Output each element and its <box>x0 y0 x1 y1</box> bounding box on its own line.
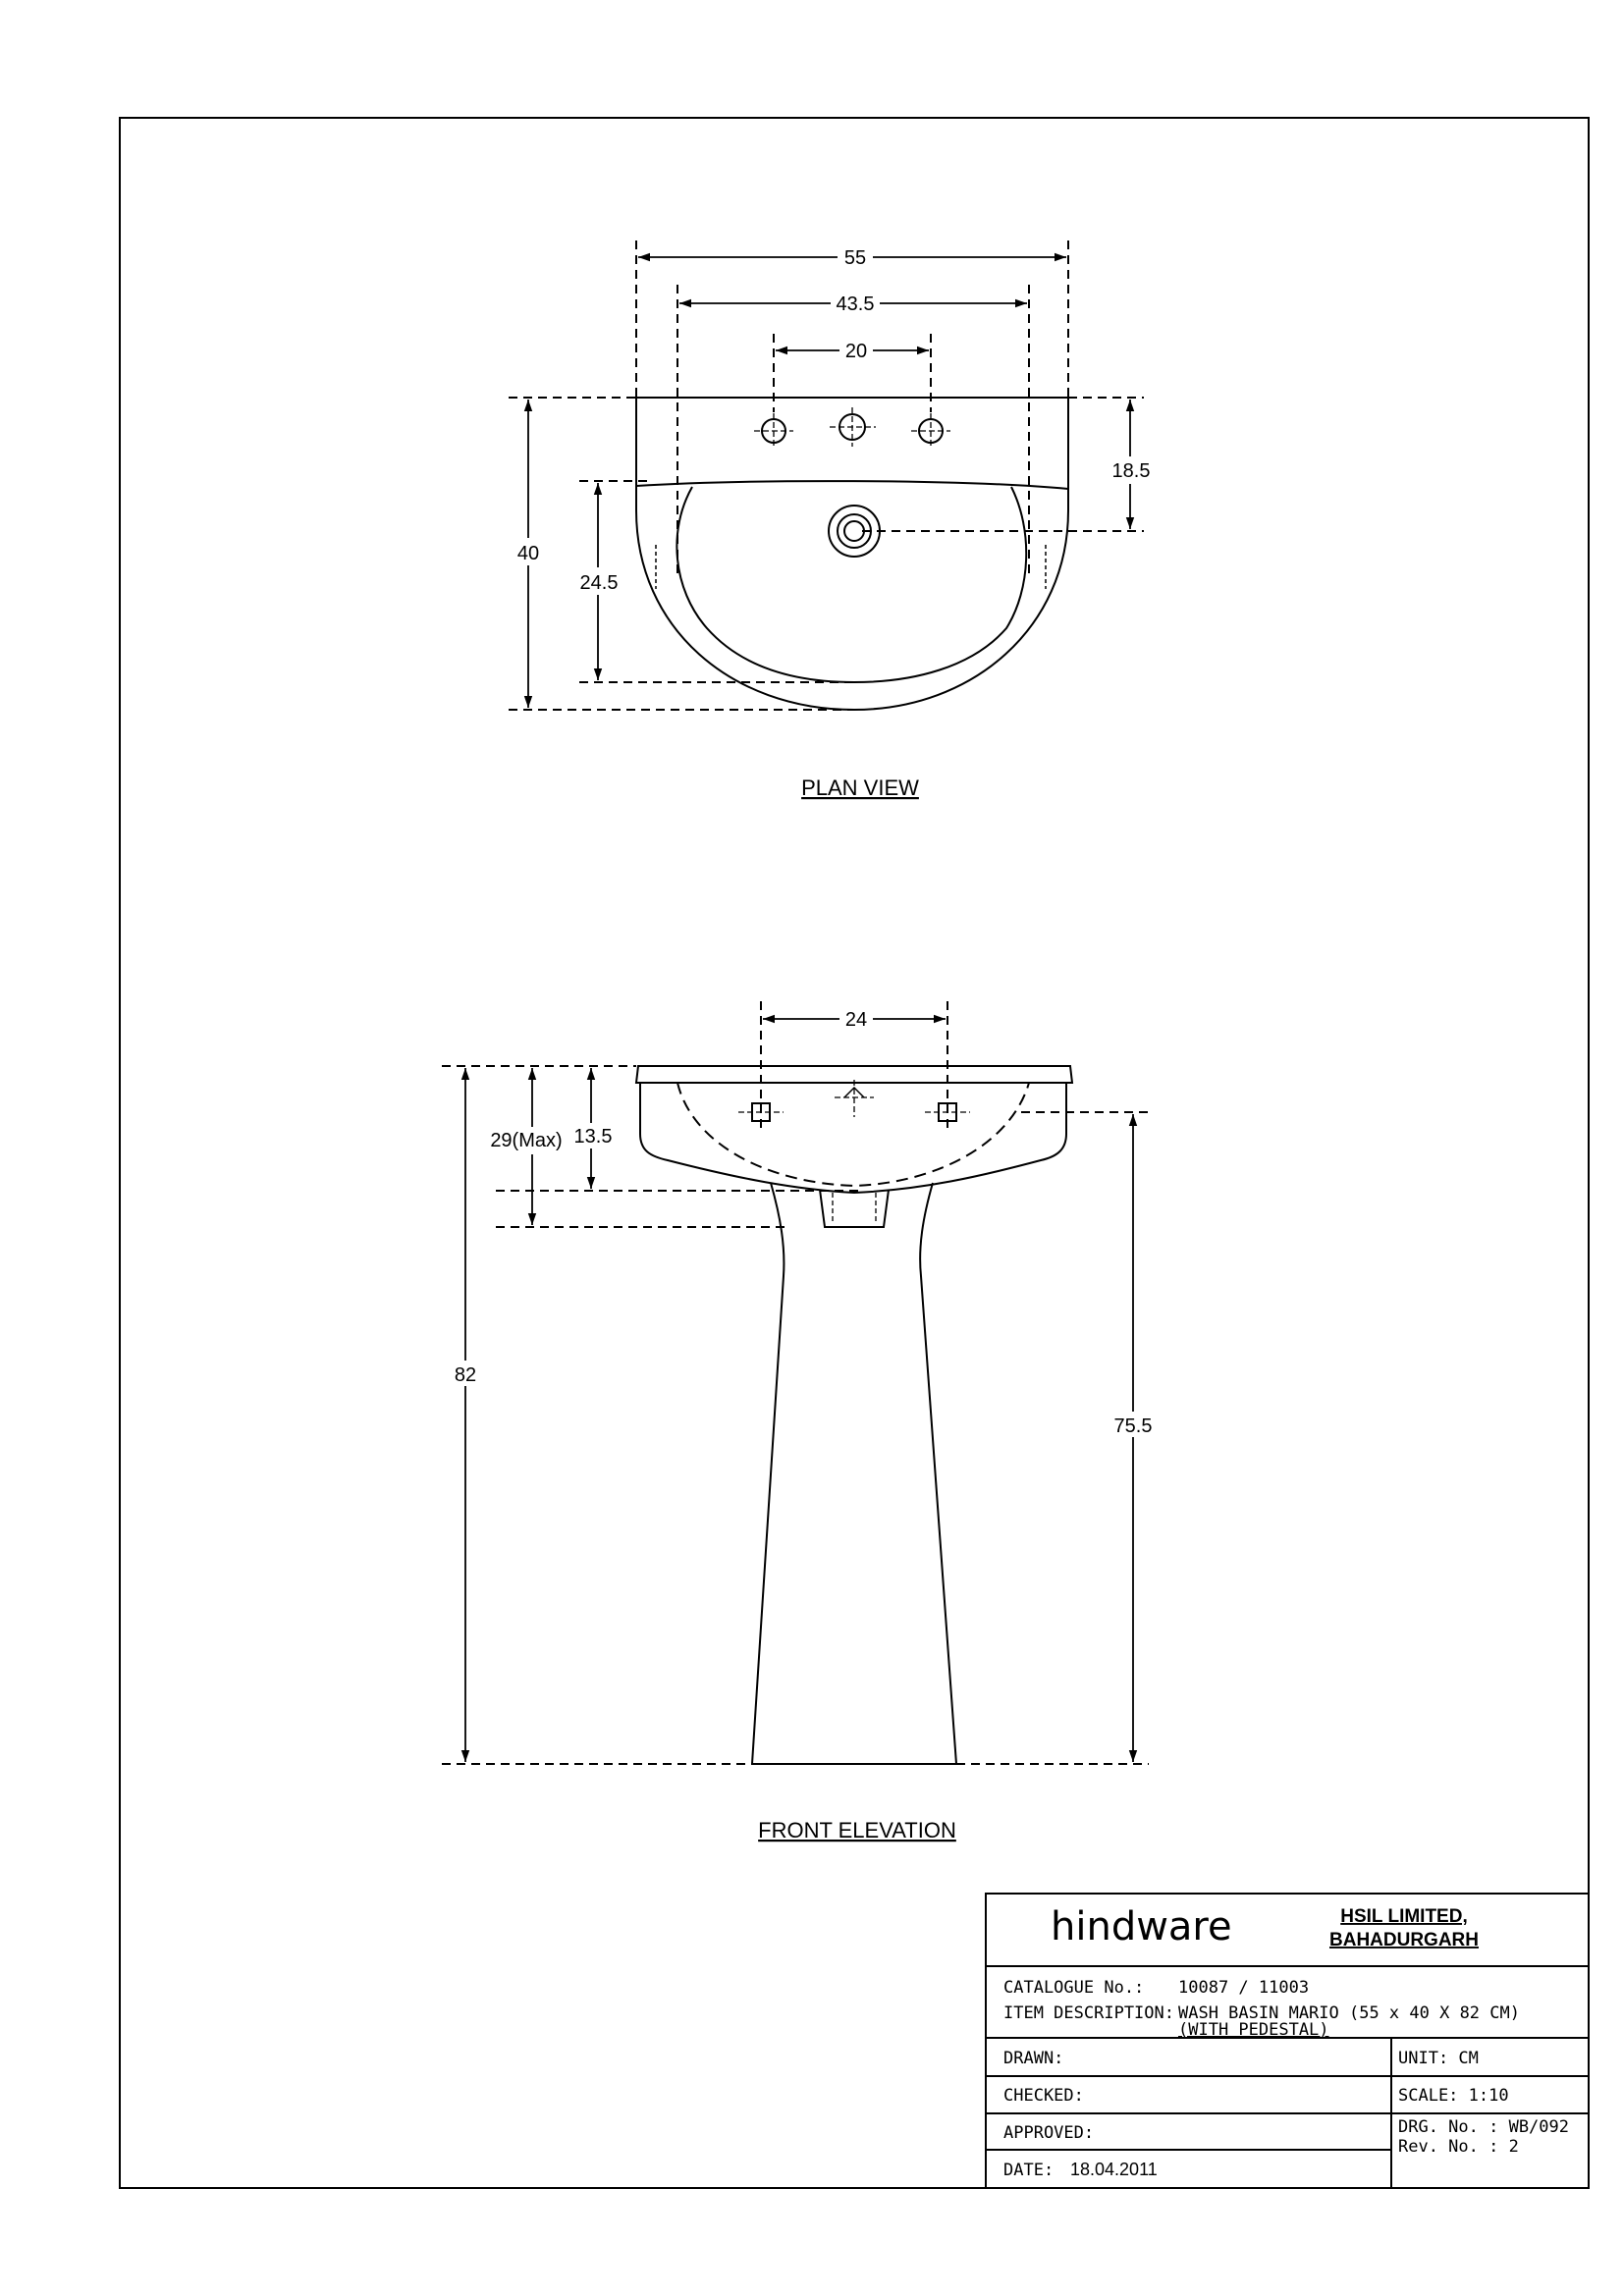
revision-number: Rev. No. : 2 <box>1398 2137 1519 2157</box>
dim-82-label: 82 <box>454 1364 477 1386</box>
front-dimension-labels <box>450 1006 1157 1437</box>
scale-value: SCALE: 1:10 <box>1398 2086 1509 2106</box>
company-location: BAHADURGARH <box>1329 1930 1479 1950</box>
drawing-number: DRG. No. : WB/092 <box>1398 2117 1569 2137</box>
front-elevation-title: FRONT ELEVATION <box>758 1818 956 1842</box>
plan-view <box>509 240 1144 710</box>
drawn-label: DRAWN: <box>1003 2049 1064 2068</box>
catalogue-value: 10087 / 11003 <box>1178 1978 1310 1998</box>
date-value: 18.04.2011 <box>1070 2160 1158 2179</box>
plan-view-title: PLAN VIEW <box>801 775 919 800</box>
checked-label: CHECKED: <box>1003 2086 1084 2106</box>
dim-43-5-label: 43.5 <box>836 294 875 315</box>
dim-75-5-label: 75.5 <box>1113 1415 1153 1437</box>
item-description-value: WASH BASIN MARIO (55 x 40 X 82 CM) <box>1178 2003 1520 2023</box>
company-name: HSIL LIMITED, <box>1340 1906 1468 1927</box>
catalogue-label: CATALOGUE No.: <box>1003 1978 1145 1998</box>
dim-40-label: 40 <box>516 543 540 564</box>
date-label: DATE: <box>1003 2161 1055 2180</box>
dim-24-5-label: 24.5 <box>579 572 619 594</box>
dim-20-label: 20 <box>844 341 868 362</box>
unit-value: UNIT: CM <box>1398 2049 1479 2068</box>
item-description-label: ITEM DESCRIPTION: <box>1003 2003 1174 2023</box>
front-elevation <box>442 1001 1149 1764</box>
dim-18-5-label: 18.5 <box>1111 460 1151 482</box>
approved-label: APPROVED: <box>1003 2123 1095 2143</box>
plan-dimensions <box>528 257 1130 708</box>
dim-13-5-label: 13.5 <box>573 1126 613 1148</box>
sheet-border <box>120 118 1589 2188</box>
item-description-value-2: (WITH PEDESTAL) <box>1178 2020 1329 2040</box>
dim-24-label: 24 <box>844 1009 868 1031</box>
brand-logo: hindware <box>1051 1904 1232 1949</box>
dim-29max-label: 29(Max) <box>490 1130 563 1151</box>
dim-55-label: 55 <box>843 247 867 269</box>
title-block-text <box>1003 1904 1569 2180</box>
